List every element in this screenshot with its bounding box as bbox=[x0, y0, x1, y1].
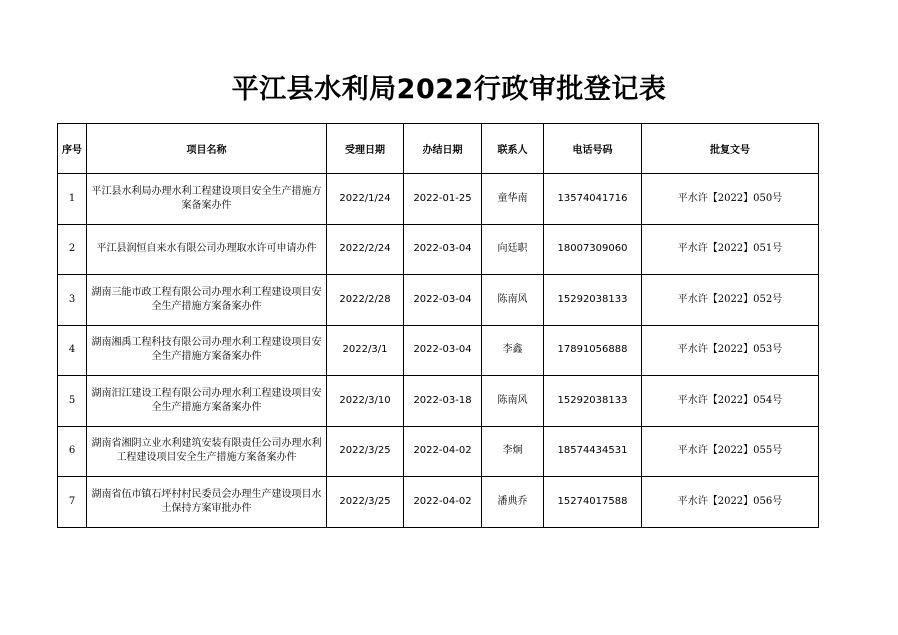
cell-phone: 15292038133 bbox=[544, 275, 642, 326]
cell-doc-number: 平水许【2022】054号 bbox=[642, 376, 819, 427]
cell-contact: 陈南风 bbox=[482, 376, 544, 427]
cell-doc-number: 平水许【2022】055号 bbox=[642, 426, 819, 477]
cell-seq: 2 bbox=[58, 224, 87, 275]
cell-seq: 4 bbox=[58, 325, 87, 376]
header-finish-date: 办结日期 bbox=[404, 124, 482, 174]
cell-finish-date: 2022-03-04 bbox=[404, 275, 482, 326]
header-contact: 联系人 bbox=[482, 124, 544, 174]
cell-finish-date: 2022-01-25 bbox=[404, 174, 482, 225]
cell-contact: 李炯 bbox=[482, 426, 544, 477]
cell-phone: 18574434531 bbox=[544, 426, 642, 477]
cell-finish-date: 2022-03-04 bbox=[404, 325, 482, 376]
page-title: 平江县水利局2022行政审批登记表 bbox=[231, 74, 667, 105]
cell-seq: 3 bbox=[58, 275, 87, 326]
cell-accept-date: 2022/1/24 bbox=[327, 174, 404, 225]
cell-doc-number: 平水许【2022】056号 bbox=[642, 477, 819, 528]
cell-accept-date: 2022/3/25 bbox=[327, 426, 404, 477]
cell-phone: 18007309060 bbox=[544, 224, 642, 275]
cell-doc-number: 平水许【2022】053号 bbox=[642, 325, 819, 376]
cell-project-name: 湖南三能市政工程有限公司办理水利工程建设项目安全生产措施方案备案办件 bbox=[87, 275, 327, 326]
cell-accept-date: 2022/3/1 bbox=[327, 325, 404, 376]
cell-accept-date: 2022/3/10 bbox=[327, 376, 404, 427]
cell-phone: 15274017588 bbox=[544, 477, 642, 528]
cell-seq: 6 bbox=[58, 426, 87, 477]
table-row bbox=[58, 376, 819, 427]
header-phone: 电话号码 bbox=[544, 124, 642, 174]
table-header-row bbox=[58, 124, 819, 174]
table-row bbox=[58, 174, 819, 225]
cell-seq: 1 bbox=[58, 174, 87, 225]
cell-finish-date: 2022-04-02 bbox=[404, 477, 482, 528]
cell-project-name: 湖南省湘阴立业水利建筑安装有限责任公司办理水利工程建设项目安全生产措施方案备案办件 bbox=[87, 426, 327, 477]
header-seq: 序号 bbox=[58, 124, 87, 174]
cell-contact: 童华南 bbox=[482, 174, 544, 225]
cell-contact: 潘典乔 bbox=[482, 477, 544, 528]
cell-project-name: 湖南省伍市镇石坪村村民委员会办理生产建设项目水土保持方案审批办件 bbox=[87, 477, 327, 528]
cell-phone: 15292038133 bbox=[544, 376, 642, 427]
table-row bbox=[58, 325, 819, 376]
cell-accept-date: 2022/3/25 bbox=[327, 477, 404, 528]
cell-seq: 5 bbox=[58, 376, 87, 427]
cell-contact: 李鑫 bbox=[482, 325, 544, 376]
table-row bbox=[58, 224, 819, 275]
table-row bbox=[58, 477, 819, 528]
cell-accept-date: 2022/2/24 bbox=[327, 224, 404, 275]
cell-phone: 17891056888 bbox=[544, 325, 642, 376]
header-accept-date: 受理日期 bbox=[327, 124, 404, 174]
table-row bbox=[58, 275, 819, 326]
cell-project-name: 平江县水利局办理水利工程建设项目安全生产措施方案备案办件 bbox=[87, 174, 327, 225]
cell-finish-date: 2022-03-04 bbox=[404, 224, 482, 275]
registration-table bbox=[57, 123, 819, 528]
cell-finish-date: 2022-03-18 bbox=[404, 376, 482, 427]
cell-project-name: 湖南汨江建设工程有限公司办理水利工程建设项目安全生产措施方案备案办件 bbox=[87, 376, 327, 427]
cell-doc-number: 平水许【2022】051号 bbox=[642, 224, 819, 275]
header-doc-number: 批复文号 bbox=[642, 124, 819, 174]
cell-doc-number: 平水许【2022】052号 bbox=[642, 275, 819, 326]
cell-accept-date: 2022/2/28 bbox=[327, 275, 404, 326]
table-row bbox=[58, 426, 819, 477]
cell-doc-number: 平水许【2022】050号 bbox=[642, 174, 819, 225]
cell-contact: 向廷职 bbox=[482, 224, 544, 275]
cell-project-name: 湖南湘禹工程科技有限公司办理水利工程建设项目安全生产措施方案备案办件 bbox=[87, 325, 327, 376]
cell-finish-date: 2022-04-02 bbox=[404, 426, 482, 477]
cell-contact: 陈南风 bbox=[482, 275, 544, 326]
header-project-name: 项目名称 bbox=[87, 124, 327, 174]
cell-phone: 13574041716 bbox=[544, 174, 642, 225]
cell-seq: 7 bbox=[58, 477, 87, 528]
cell-project-name: 平江县润恒自来水有限公司办理取水许可申请办件 bbox=[87, 224, 327, 275]
